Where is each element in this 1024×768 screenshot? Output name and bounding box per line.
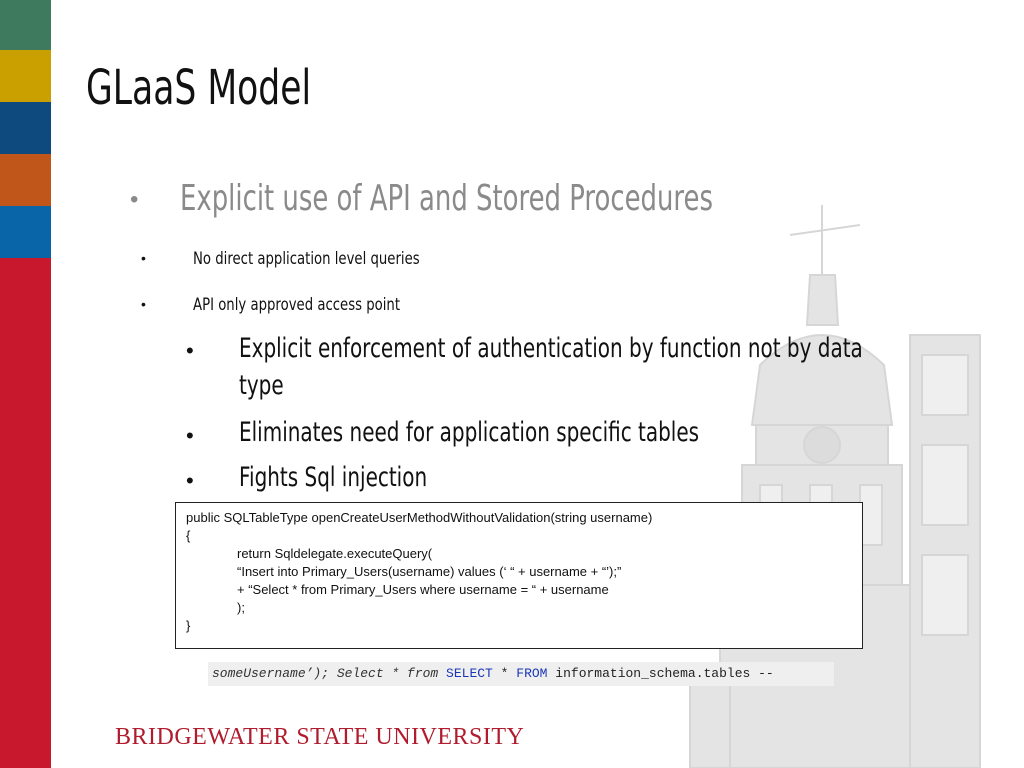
- stripe-blue: [0, 206, 51, 258]
- bullet-text: Explicit enforcement of authentication by function not by data: [239, 333, 863, 364]
- code-line: }: [186, 618, 191, 633]
- university-wordmark: BRIDGEWATER STATE UNIVERSITY: [115, 724, 525, 750]
- bullet-text: Explicit use of API and Stored Procedures: [180, 178, 713, 219]
- code-line: public SQLTableType openCreateUserMethodWithoutValidation(string username): [186, 510, 653, 525]
- bullet-dot: •: [141, 296, 146, 312]
- bullet-text: API only approved access point: [193, 295, 401, 315]
- code-line: {: [186, 528, 191, 543]
- stripe-navy: [0, 102, 51, 154]
- bullet-text: Fights Sql injection: [239, 462, 428, 493]
- injection-prefix: someUsername’); Select * from: [212, 666, 447, 681]
- code-line: + “Select * from Primary_Users where username = “ + username: [237, 582, 609, 597]
- keyword-from: FROM: [516, 666, 548, 681]
- bullet-dot: •: [186, 468, 194, 493]
- bullet-dot: •: [141, 250, 146, 266]
- code-example-box: [175, 502, 863, 649]
- stripe-orange: [0, 154, 51, 206]
- bullet-dot: •: [130, 186, 139, 213]
- bullet-dot: •: [186, 338, 194, 363]
- keyword-select: SELECT: [446, 666, 493, 681]
- code-line: “Insert into Primary_Users(username) values (‘ “ + username + “’);”: [237, 564, 622, 579]
- slide-title: GLaaS Model: [86, 60, 312, 116]
- stripe-red: [0, 258, 51, 768]
- code-line: );: [237, 600, 245, 615]
- bullet-text-continued: type: [239, 370, 284, 401]
- injection-suffix: information_schema.tables --: [547, 666, 774, 681]
- injection-star: *: [492, 666, 517, 681]
- bullet-text: Eliminates need for application specific tables: [239, 417, 700, 448]
- bullet-text: No direct application level queries: [193, 249, 420, 269]
- code-line: return Sqldelegate.executeQuery(: [237, 546, 433, 561]
- stripe-green: [0, 0, 51, 50]
- bullet-dot: •: [186, 423, 194, 448]
- sql-injection-example: [208, 662, 834, 686]
- stripe-gold: [0, 50, 51, 102]
